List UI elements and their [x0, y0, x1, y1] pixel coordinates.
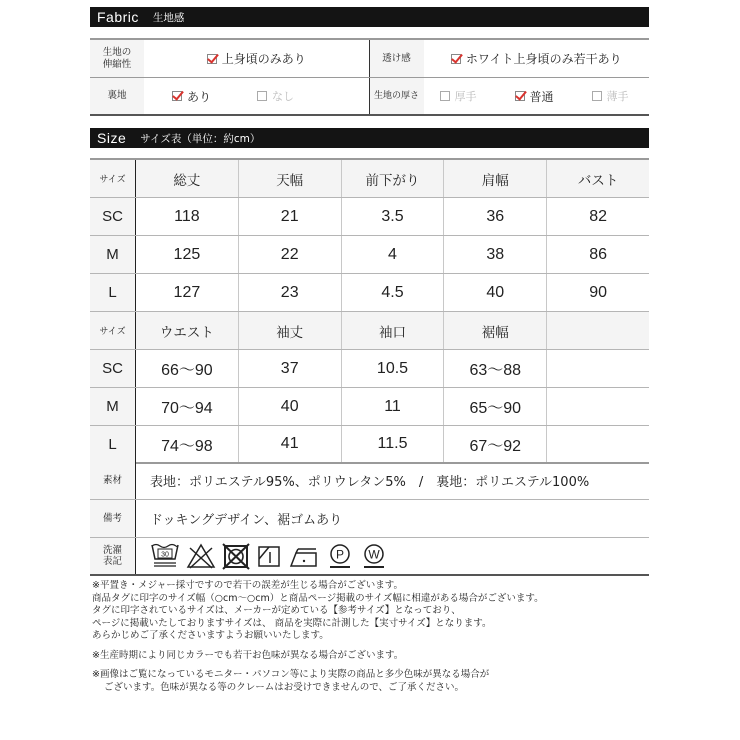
wet-clean-w-icon — [360, 542, 388, 570]
thickness-option-thick: 厚手 — [440, 88, 477, 104]
checkbox-empty-icon — [440, 91, 450, 101]
fabric-row-lining-thickness — [90, 78, 649, 116]
table-row: SC 118 21 3.5 36 82 — [90, 198, 649, 236]
remarks-row — [90, 500, 649, 538]
no-bleach-icon — [186, 542, 216, 570]
svg-text:W: W — [368, 547, 380, 562]
thickness-label: 生地の厚さ — [370, 78, 424, 114]
fabric-title-jp: 生地感 — [152, 11, 185, 24]
note-line: ページに掲載いたしておりますサイズは、 商品を実際に計測した【実寸サイズ】となります。 — [92, 617, 492, 629]
size-table1-header: サイズ 総丈 天幅 前下がり 肩幅 バスト — [90, 160, 649, 198]
note-line: ございます。色味が異なる等のクレームはお受けできませんので、ご了承ください。 — [104, 681, 465, 693]
care-icons — [136, 538, 388, 574]
table-row: M 70〜94 40 11 65〜90 — [90, 388, 649, 426]
lining-option-no: なし — [257, 88, 294, 104]
note-line: ※生産時期により同じカラーでも若干お色味が異なる場合がございます。 — [92, 649, 404, 661]
table-row: SC 66〜90 37 10.5 63〜88 — [90, 350, 649, 388]
svg-text:30: 30 — [161, 551, 169, 559]
note-line: ※平置き・メジャー採寸ですので若干の誤差が生じる場合がございます。 — [92, 580, 404, 591]
note-line: タグに印字されているサイズは、メーカーが定めている【参考サイズ】となっており、 — [92, 605, 461, 616]
svg-text:P: P — [335, 547, 345, 562]
no-tumble-dry-icon — [222, 542, 250, 570]
table-row: M 125 22 4 38 86 — [90, 236, 649, 274]
lining-option-yes: あり — [172, 88, 211, 105]
transparency-label: 透け感 — [370, 40, 424, 77]
care-row — [90, 538, 649, 576]
checkbox-checked-icon — [207, 54, 217, 64]
info-table — [90, 462, 649, 576]
stretch-option-upper-only: 上身頃のみあり — [207, 50, 306, 67]
table-row: L 74〜98 41 11.5 67〜92 — [90, 426, 649, 464]
size-table — [90, 158, 649, 464]
thickness-option-normal: 普通 — [515, 88, 554, 105]
material-value: 表地：ポリエステル95%、ポリウレタン5% / 裏地：ポリエステル100% — [150, 475, 590, 490]
fabric-row-stretch-transparency — [90, 40, 649, 78]
table-row: L 127 23 4.5 40 90 — [90, 274, 649, 312]
care-label: 洗濯 表記 — [90, 538, 136, 574]
material-row — [90, 462, 649, 500]
fabric-section-header — [90, 7, 649, 27]
lining-label: 裏地 — [90, 78, 144, 114]
line-dry-shade-icon — [256, 542, 282, 570]
checkbox-checked-icon — [515, 91, 525, 101]
checkbox-empty-icon — [257, 91, 267, 101]
dry-clean-p-icon — [326, 542, 354, 570]
iron-low-icon — [288, 542, 320, 570]
notes — [92, 580, 544, 694]
remarks-label: 備考 — [90, 500, 136, 537]
size-section-header — [90, 128, 649, 148]
stretch-label: 生地の 伸縮性 — [90, 40, 144, 77]
size-title-jp: サイズ表（単位：約cm） — [140, 132, 261, 145]
material-label: 素材 — [90, 462, 136, 499]
fabric-title-en: Fabric — [97, 9, 139, 25]
note-line: 商品タグに印字のサイズ幅（○cm〜○cm）と商品ページ掲載のサイズ幅に相違がある場合がございます。 — [92, 592, 544, 604]
thickness-option-thin: 薄手 — [592, 88, 629, 104]
size-table2-header: サイズ ウエスト 袖丈 袖口 裾幅 — [90, 312, 649, 350]
checkbox-checked-icon — [172, 91, 182, 101]
wash-30-icon — [150, 542, 180, 570]
size-title-en: Size — [97, 130, 127, 146]
note-line: あらかじめご了承くださいますようお願いいたします。 — [92, 630, 329, 641]
checkbox-checked-icon — [451, 54, 461, 64]
checkbox-empty-icon — [592, 91, 602, 101]
fabric-table — [90, 38, 649, 116]
transparency-option: ホワイト上身頃のみ若干あり — [451, 50, 622, 67]
note-line: ※画像はご覧になっているモニター・パソコン等により実際の商品と多少色味が異なる場合が — [92, 669, 490, 680]
remarks-value: ドッキングデザイン、裾ゴムあり — [150, 513, 343, 528]
